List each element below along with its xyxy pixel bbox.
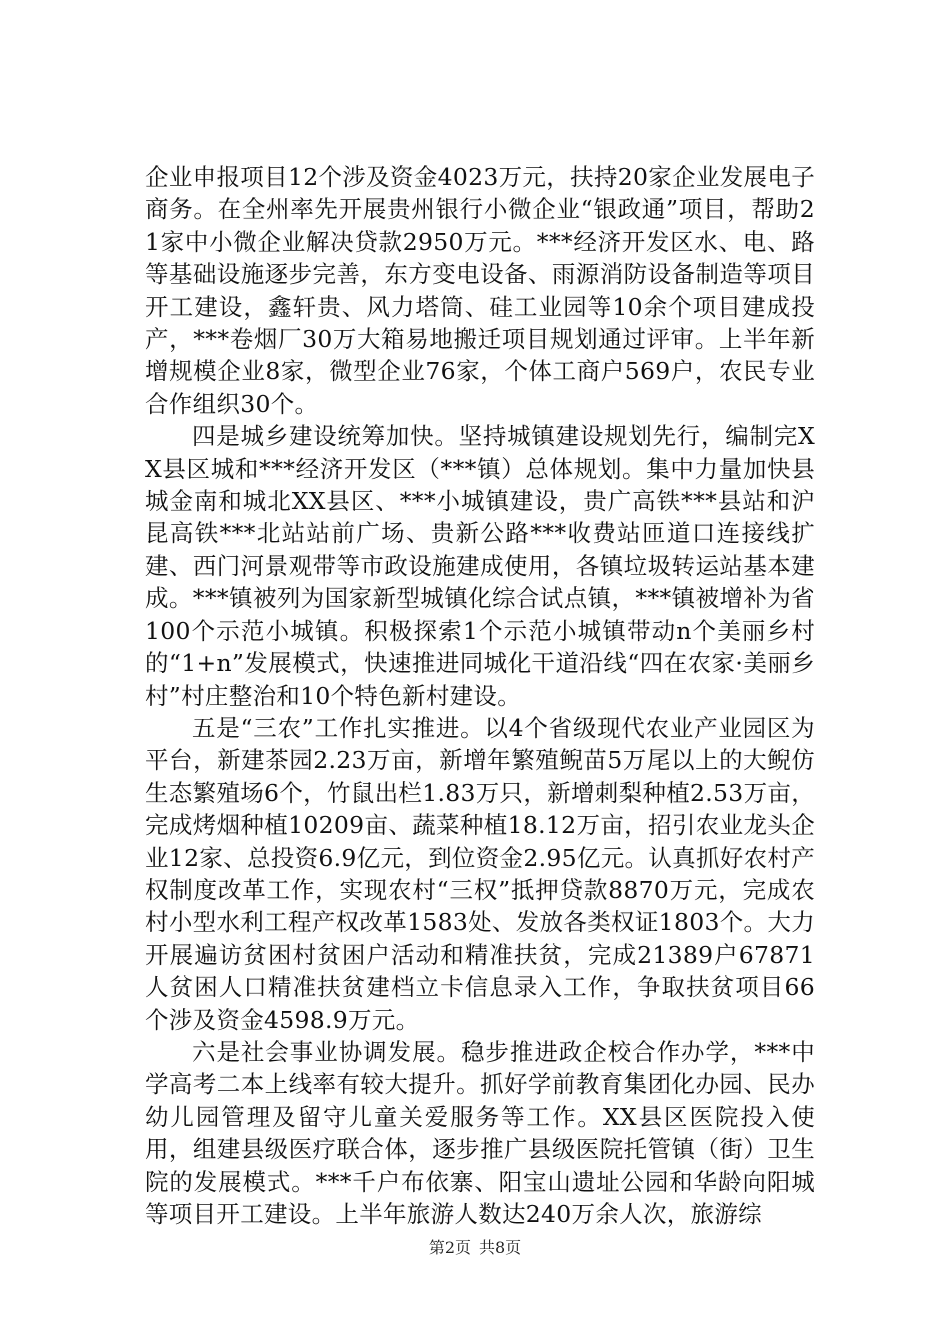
body-text [145,161,815,1230]
page-number: 第2页 [428,1238,471,1257]
paragraph-enterprise: 企业申报项目12个涉及资金4023万元，扶持20家企业发展电子商务。在全州率先开展贵州银行小微企业“银政通”项目，帮助21家中小微企业解决贷款2950万元。***经济开发区水、电、路等基础设施逐步完善，东方变电设备、雨源消防设备制造等项目开工建设，鑫轩贵、风力塔筒、硅工业园等10余个项目建成投产，***卷烟厂30万大箱易地搬迁项目规划通过评审。上半年新增规模企业8家，微型企业76家，个体工商户569户，农民专业合作组织30个。 [145,163,815,418]
paragraph-social: 六是社会事业协调发展。稳步推进政企校合作办学，***中学高考二本上线率有较大提升。抓好学前教育集团化办园、民办幼儿园管理及留守儿童关爱服务等工作。XX县区医院投入使用，组建县级医疗联合体，逐步推广县级医院托管镇（街）卫生院的发展模式。***千户布依寨、阳宝山遗址公园和华龄向阳城等项目开工建设。上半年旅游人数达240万余人次，旅游综 [145,1037,815,1228]
page-footer [0,1238,950,1258]
paragraph-agriculture: 五是“三农”工作扎实推进。以4个省级现代农业产业园区为平台，新建茶园2.23万亩，新增年繁殖鲵苗5万尾以上的大鲵仿生态繁殖场6个，竹鼠出栏1.83万只，新增刺梨种植2.53万亩，完成烤烟种植10209亩、蔬菜种植18.12万亩，招引农业龙头企业12家、总投资6.9亿元，到位资金2.95亿元。认真抓好农村产权制度改革工作，实现农村“三权”抵押贷款8870万元，完成农村小型水利工程产权改革1583处、发放各类权证1803个。大力开展遍访贫困村贫困户活动和精准扶贫，完成21389户67871人贫困人口精准扶贫建档立卡信息录入工作，争取扶贫项目66个涉及资金4598.9万元。 [145,713,815,1034]
page-total: 共8页 [479,1238,522,1257]
paragraph-urban-rural: 四是城乡建设统筹加快。坚持城镇建设规划先行，编制完XX县区城和***经济开发区（***镇）总体规划。集中力量加快县城金南和城北XX县区、***小城镇建设，贵广高铁***县站和沪昆高铁***北站站前广场、贵新公路***收费站匝道口连接线扩建、西门河景观带等市政设施建成使用，各镇垃圾转运站基本建成。***镇被列为国家新型城镇化综合试点镇，***镇被增补为省100个示范小城镇。积极探索1个示范小城镇带动n个美丽乡村的“1+n”发展模式，快速推进同城化干道沿线“四在农家·美丽乡村”村庄整治和10个特色新村建设。 [145,422,815,710]
